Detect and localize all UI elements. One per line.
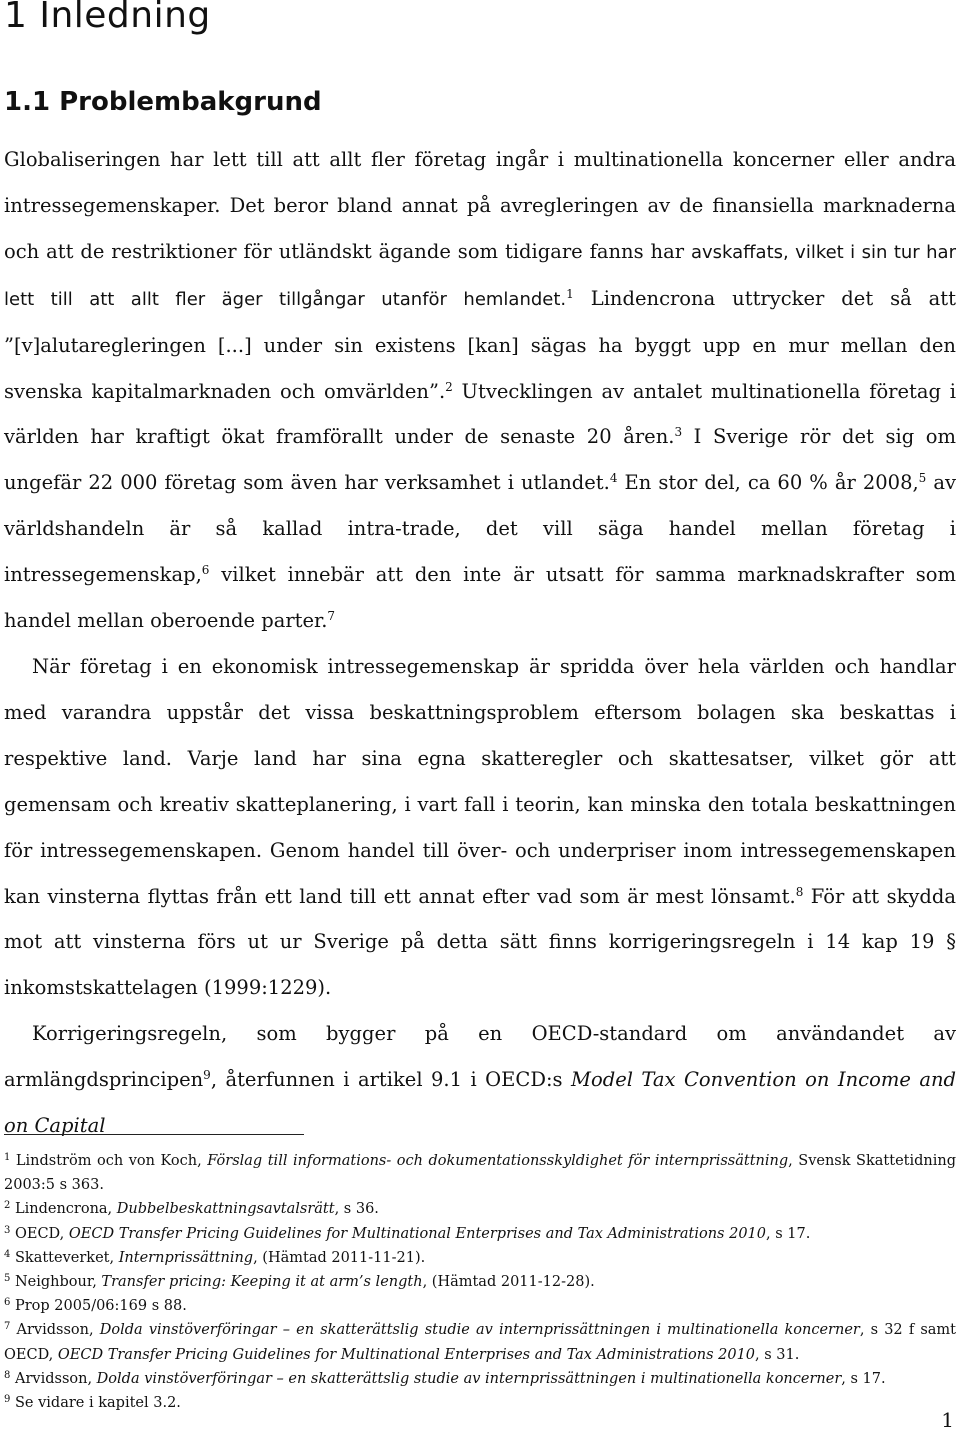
text-run: När företag i en ekonomisk intressegemenskap är spridda över hela världen och handlar med varandra uppstår det vissa beskattningsproblem eftersom bolagen ska beskattas i respektive land. Varje land har sina egna skatteregler och skattesatser, vilket gör att gemensam och kreativ skatteplanering, i vart fall i teorin, kan minska den totala beskattningen för intressegemenskapen. Genom handel till över- och underpriser inom intressegemenskapen kan vinsterna flyttas från ett land till ett annat efter vad som är mest lönsamt. — [4, 654, 956, 908]
footnote-ref-2[interactable]: 2 — [445, 379, 453, 394]
paragraph-3 — [4, 1011, 956, 1149]
footnote-number: 8 — [4, 1369, 11, 1381]
footnote-text: Skatteverket, — [10, 1249, 119, 1266]
footnote-number: 6 — [4, 1297, 11, 1309]
footnote-separator — [4, 1134, 304, 1135]
chapter-heading: 1 Inledning — [4, 0, 211, 36]
footnote-title: Internprissättning — [118, 1249, 254, 1266]
footnote-ref-7[interactable]: 7 — [327, 609, 336, 624]
body-text — [4, 137, 956, 1149]
footnote-7 — [4, 1318, 956, 1366]
footnote-text: , s 36. — [334, 1201, 379, 1218]
footnote-number: 7 — [4, 1321, 11, 1333]
footnote-1 — [4, 1149, 956, 1197]
text-run: För att skydda mot att vinsterna förs ut ur Sverige på detta sätt finns korrigeringsregeln i 14 kap 19 § inkomstskattelagen (1999:1229). — [4, 884, 956, 1000]
footnote-number: 4 — [4, 1248, 11, 1260]
footnote-3 — [4, 1222, 956, 1246]
footnote-text: , s 17. — [841, 1370, 886, 1387]
footnote-text: Arvidsson, — [10, 1370, 97, 1387]
section-heading: 1.1 Problembakgrund — [4, 87, 322, 117]
paragraph-1 — [4, 137, 956, 644]
footnote-ref-8[interactable]: 8 — [795, 884, 804, 899]
footnote-8 — [4, 1367, 956, 1391]
footnote-9 — [4, 1391, 956, 1415]
footnote-text: Lindencrona, — [10, 1201, 117, 1218]
footnote-number: 1 — [4, 1152, 11, 1163]
footnote-ref-4[interactable]: 4 — [609, 471, 618, 486]
footnote-number: 2 — [4, 1200, 11, 1212]
footnote-number: 5 — [4, 1273, 11, 1285]
footnote-title: OECD Transfer Pricing Guidelines for Multinational Enterprises and Tax Administrations 2010 — [68, 1225, 767, 1242]
footnote-number: 9 — [4, 1394, 11, 1406]
footnote-text: , (Hämtad 2011-12-28). — [422, 1274, 595, 1291]
footnote-title: Förslag till informations- och dokumentationsskyldighet för internprissättning — [207, 1153, 789, 1169]
footnote-title: Dolda vinstöverföringar – en skatterättslig studie av internprissättningen i multinationella koncerner — [99, 1322, 860, 1339]
text-run: , återfunnen i artikel 9.1 i OECD:s — [210, 1068, 571, 1092]
footnote-ref-6[interactable]: 6 — [201, 563, 210, 578]
footnote-ref-1[interactable]: 1 — [566, 286, 574, 301]
footnote-ref-3[interactable]: 3 — [674, 425, 683, 440]
text-run: vilket innebär att den inte är utsatt för samma marknadskrafter som handel mellan oberoende parter. — [4, 563, 956, 633]
footnote-text: , s 32 f samt OECD, — [4, 1322, 957, 1363]
footnote-ref-5[interactable]: 5 — [918, 471, 927, 486]
footnote-ref-9[interactable]: 9 — [203, 1068, 211, 1083]
footnote-text: , (Hämtad 2011-11-21). — [253, 1249, 426, 1266]
footnote-text: , s 31. — [755, 1346, 800, 1363]
text-run: av världshandeln är så kallad intra-trade, det vill säga handel mellan företag i intressegemenskap, — [4, 471, 956, 587]
page-number: 1 — [941, 1408, 954, 1432]
footnote-6 — [4, 1294, 956, 1318]
footnote-text: , s 17. — [766, 1225, 811, 1242]
text-run: Utvecklingen av antalet multinationella företag i världen har kraftigt ökat framförallt under de senaste 20 åren. — [4, 379, 956, 449]
footnote-2 — [4, 1197, 956, 1221]
footnote-text: , Svensk Skattetidning 2003:5 s 363. — [4, 1153, 956, 1194]
footnote-text: Prop 2005/06:169 s 88. — [10, 1298, 187, 1315]
footnote-number: 3 — [4, 1224, 11, 1236]
text-run: Korrigeringsregeln, som bygger på en OECD-standard om användandet av armlängdsprincipen — [4, 1022, 956, 1092]
footnote-text: Se vidare i kapitel 3.2. — [10, 1395, 181, 1412]
text-run: En stor del, ca 60 % år 2008, — [617, 471, 919, 495]
text-run: Lindencrona uttrycker det så att ”[v]alutaregleringen [...] under sin existens [kan] sägas ha byggt upp en mur mellan den svenska kapitalmarknaden och omvärlden”. — [4, 286, 956, 403]
text-run: I Sverige rör det sig om ungefär 22 000 företag som även har verksamhet i utlandet. — [4, 425, 956, 495]
text-run: Globaliseringen har lett till att allt fler företag ingår i multinationella koncerner eller andra intressegemenskaper. Det beror bland annat på avregleringen av de finansiella marknaderna och att de restriktioner för utländskt ägande som tidigare fanns har — [4, 148, 956, 263]
footnote-title: Dubbelbeskattningsavtalsrätt — [116, 1201, 335, 1218]
footnote-text: OECD, — [10, 1225, 69, 1242]
footnote-text: Arvidsson, — [10, 1322, 100, 1339]
paragraph-2 — [4, 644, 956, 1011]
text-run-sans: avskaffats, vilket i sin tur har lett till att allt fler äger tillgångar utanför hemlandet. — [4, 241, 956, 310]
text-run-italic: Model Tax Convention on Income and on Capital — [4, 1068, 957, 1138]
footnote-4 — [4, 1246, 956, 1270]
footnote-title: Transfer pricing: Keeping it at arm’s length — [101, 1274, 423, 1291]
footnote-title: Dolda vinstöverföringar – en skatterättslig studie av internprissättningen i multinationella koncerner — [96, 1370, 842, 1387]
footnote-title: OECD Transfer Pricing Guidelines for Multinational Enterprises and Tax Administrations 2010 — [57, 1346, 756, 1363]
footnotes — [4, 1149, 956, 1415]
footnote-text: Neighbour, — [10, 1274, 102, 1291]
footnote-5 — [4, 1270, 956, 1294]
footnote-text: Lindström och von Koch, — [10, 1153, 208, 1169]
